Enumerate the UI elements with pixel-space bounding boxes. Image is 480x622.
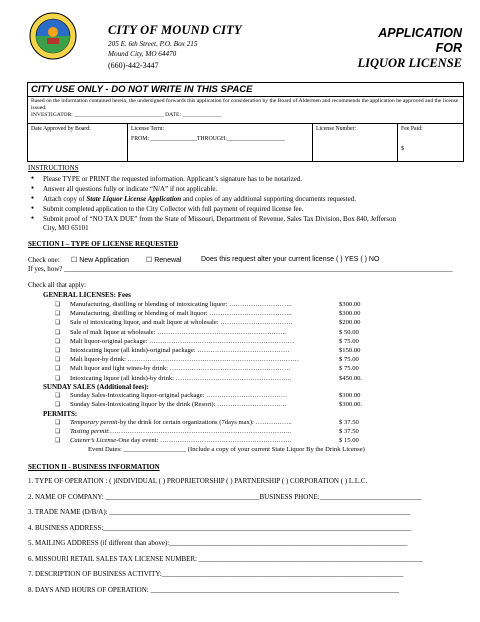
fee-item-price: $300.00. [339, 401, 363, 409]
city-use-fields-row [28, 123, 463, 162]
date-approved-cell[interactable] [28, 124, 128, 162]
fee-item-price: $300.00 [339, 310, 361, 318]
fee-item-label: Sale of intoxicating liquor, and malt liquor at wholesale: …………………………… [70, 319, 293, 327]
section2-heading: SECTION II - BUSINESS INFORMATION [28, 463, 160, 471]
fee-item-price: $ 50.00 [339, 328, 359, 336]
general-licenses-heading: GENERAL LICENSES: Fees [43, 291, 131, 299]
fee-paid-cell[interactable] [398, 124, 463, 162]
fee-item-price: $450.00. [339, 374, 363, 382]
fee-checkbox[interactable]: ❏ [55, 348, 61, 354]
fee-item-label: Temporary permit-by the drink for certain organizations (7days max): …………….. [70, 419, 292, 426]
instructions-heading: INSTRUCTIONS [28, 164, 79, 172]
fee-checkbox[interactable]: ❏ [55, 375, 61, 382]
city-use-only-box [27, 82, 464, 162]
sunday-sales-heading: SUNDAY SALES (Additional fees): [43, 383, 149, 391]
fee-item-label: Manufacturing, distilling or blending of intoxicating liquor: ……………………….. [70, 301, 292, 308]
fee-item-label: Malt liquor-by drink: …………………………………………………………………… [70, 356, 299, 364]
city-use-heading: CITY USE ONLY - DO NOT WRITE IN THIS SPACE [28, 83, 463, 97]
checkbox-icon: ☐ [71, 257, 78, 264]
business-info-field[interactable]: 8. DAYS AND HOURS OF OPERATION: _______________________________________________________________________ [28, 585, 399, 594]
fee-item-label: Intoxicating liquor (all kinds)-by drink: …………………………………………….. [70, 374, 292, 382]
license-term-from-through[interactable]: FROM: ________________THROUGH:____________________ [131, 136, 285, 142]
organization-name: CITY OF MOUND CITY [108, 23, 242, 37]
fee-item-price: $ 75.00 [339, 337, 359, 345]
city-seal-logo [29, 12, 77, 60]
fee-checkbox[interactable]: ❏ [55, 429, 61, 436]
fee-item-label: Malt liquor and light wines-by drink: ………………………………………………. [70, 365, 290, 373]
fee-item-label: Sunday Sales-Intoxicating liquor by the drink (Resort): ………………………….. [70, 401, 287, 409]
fee-item-label: Malt liquor-original package: ………………………………………………………… [70, 337, 295, 345]
fee-item-price: $ 75.00 [339, 365, 359, 373]
alter-license-question[interactable]: Does this request alter your current license ( ) YES ( ) NO [201, 256, 380, 263]
event-dates-line[interactable]: Event Dates: ___________________ (Include a copy of your current State Liquor By the Drink License) [88, 446, 365, 453]
investigator-line[interactable]: INVESTIGATOR: ________________________________ DATE: ______________ [31, 112, 222, 118]
organization-phone: (660)-442-3447 [108, 61, 159, 70]
document-title-line3: LIQUOR LICENSE [357, 56, 462, 70]
instruction-item: ● Answer all questions fully or indicate “N/A” if not applicable. [43, 185, 217, 193]
date-approved-label: Date Approved by Board: [31, 126, 91, 132]
license-number-label: License Number: [316, 126, 357, 132]
fee-item-price: $ 15.00 [339, 437, 359, 445]
business-info-field[interactable]: 2. NAME OF COMPANY: ____________________________________________BUSINESS PHONE:_____________________________ [28, 492, 422, 501]
section1-heading: SECTION I – TYPE OF LICENSE REQUESTED [28, 240, 179, 248]
fee-checkbox[interactable]: ❏ [55, 420, 61, 426]
renewal-label: Renewal [154, 257, 182, 264]
fee-checkbox[interactable]: ❏ [55, 393, 61, 399]
fee-item-label: Caterer’s License-One day event: …………………………………………………… [70, 437, 292, 445]
instruction-item: ● Submit completed application to the City Collector with full payment of required license fee. [43, 205, 304, 213]
fee-item-price: $ 37.50 [339, 428, 359, 436]
check-all-label: Check all that apply: [28, 281, 87, 289]
business-info-field[interactable]: 5. MAILING ADDRESS (if different than above):____________________________________________________________________ [28, 539, 408, 547]
organization-address-line2: Mound City, MO 64470 [108, 50, 177, 58]
fee-item-price: $ 75.00 [339, 356, 359, 364]
city-use-statement: Based on the information contained herein, the undersigned forwards this application for consideration by the Board of Aldermen and recommends the application be approved and the license issued. [31, 98, 459, 111]
fee-checkbox[interactable]: ❏ [55, 402, 61, 409]
fee-item-price: $150.00 [339, 347, 361, 354]
organization-address-line1: 205 E. 6th Street, P.O. Box 215 [108, 40, 198, 48]
fee-item-price: $ 37.50 [339, 419, 359, 426]
fee-checkbox[interactable]: ❏ [55, 311, 61, 318]
fee-checkbox[interactable]: ❏ [55, 366, 61, 373]
fee-paid-dollar: $ [401, 146, 404, 152]
fee-checkbox[interactable]: ❏ [55, 338, 61, 345]
fee-checkbox[interactable]: ❏ [55, 438, 61, 445]
fee-item-label: Tasting permit:……………………………………………………………………….. [70, 428, 292, 436]
business-info-field[interactable]: 7. DESCRIPTION OF BUSINESS ACTIVITY:_____________________________________________________________________ [28, 570, 404, 578]
fee-item-price: $200.00 [339, 319, 361, 327]
business-info-field[interactable]: 6. MISSOURI RETAIL SALES TAX LICENSE NUMBER: ________________________________________________________________ [28, 554, 423, 563]
new-application-label: New Application [79, 257, 130, 264]
instruction-item: ● Submit proof of “NO TAX DUE” from the State of Missouri, Department of Revenue, Sales Tax Division, Box 840, Jefferson [43, 215, 396, 223]
fee-checkbox[interactable]: ❏ [55, 302, 61, 308]
fee-paid-label: Fee Paid: [401, 126, 423, 132]
renewal-checkbox[interactable] [146, 256, 181, 264]
fee-checkbox[interactable]: ❏ [55, 320, 61, 327]
business-info-field[interactable]: 1. TYPE OF OPERATION : ( )INDIVIDUAL ( ) PROPRIETORSHIP ( ) PARTNERSHIP ( ) CORPORATION ( ) L.L.C. [28, 477, 368, 485]
check-one-label: Check one: [28, 256, 60, 264]
fee-item-price: $300.00 [339, 392, 361, 399]
business-info-field[interactable]: 3. TRADE NAME (D/B/A): ______________________________________________________________________________________ [28, 508, 411, 516]
fee-item-label: Manufacturing, distilling or blending of malt liquor: ……………………………….. [70, 310, 292, 318]
fee-item-price: $300.00 [339, 301, 361, 308]
business-info-field[interactable]: 4. BUSINESS ADDRESS:________________________________________________________________________________________ [28, 523, 412, 532]
fee-item-label: Intoxicating liquor (all kinds)-original package: …………………………………… [70, 347, 290, 354]
instruction-item: ● Please TYPE or PRINT the requested information. Applicant’s signature has to be notarized. [43, 175, 302, 183]
instruction-item: ● Attach copy of State Liquor License Application and copies of any additional supporting documents requested. [43, 195, 356, 203]
document-title-line1: APPLICATION [378, 26, 462, 40]
permits-heading: PERMITS: [43, 410, 78, 418]
document-title-line2: FOR [435, 41, 462, 55]
fee-item-label: Sunday Sales-Intoxicating liquor-original package: ………………………………. [70, 392, 287, 399]
fee-checkbox[interactable]: ❏ [55, 329, 61, 336]
license-number-cell[interactable] [313, 124, 398, 162]
license-term-cell[interactable] [128, 124, 313, 162]
instruction-item-continued: City, MO 65101 [43, 224, 89, 232]
new-application-checkbox[interactable] [71, 256, 129, 264]
if-yes-line[interactable]: If yes, how? _______________________________________________________________________________________________________________ [28, 265, 453, 273]
fee-checkbox[interactable]: ❏ [55, 357, 61, 364]
fee-item-label: Sale of malt liquor at wholesale: ………………………………………………….. [70, 328, 286, 336]
checkbox-icon: ☐ [146, 257, 153, 264]
license-term-label: License Term: [131, 126, 165, 132]
